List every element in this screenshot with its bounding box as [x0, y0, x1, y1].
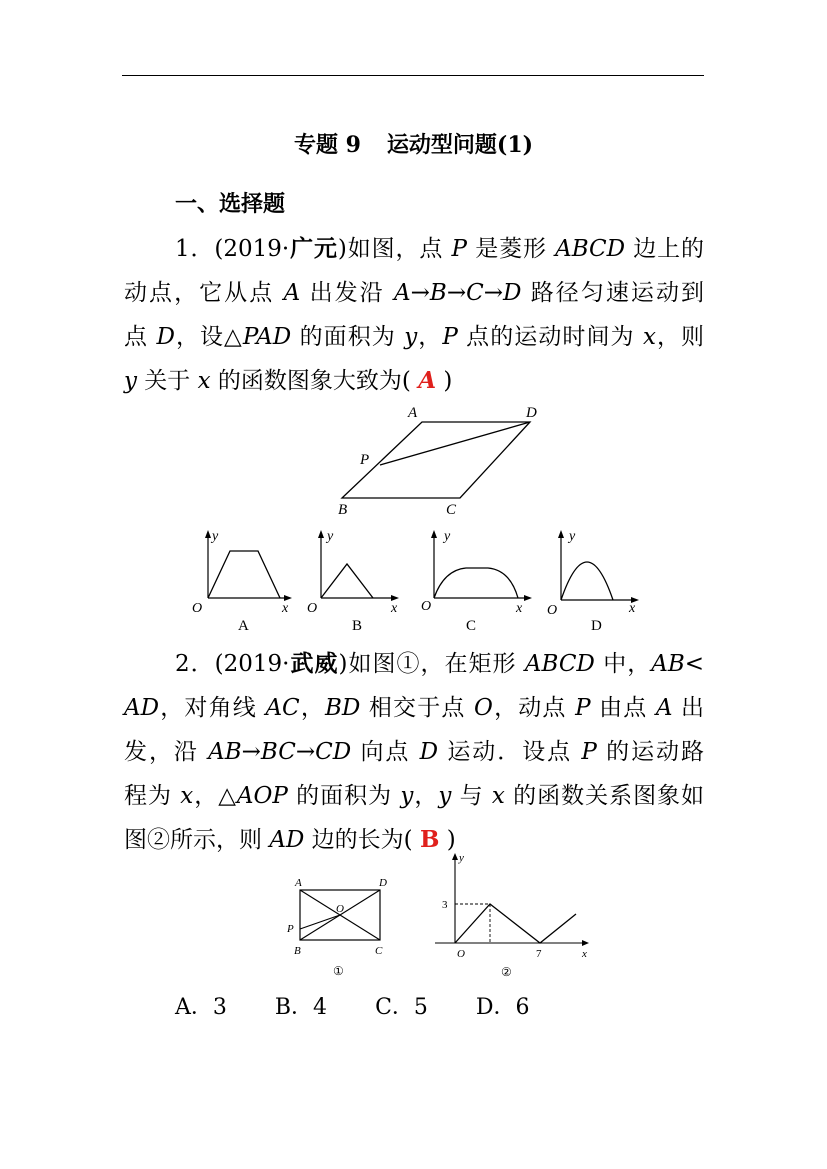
svg-text:y: y	[569, 529, 576, 544]
svg-text:x: x	[391, 601, 398, 616]
svg-text:x: x	[582, 948, 587, 960]
label-p: P	[360, 452, 370, 468]
svg-text:O: O	[547, 603, 558, 618]
y-arrow-icon	[558, 530, 564, 538]
graph-line-b	[321, 564, 373, 598]
svg-text:O: O	[457, 948, 465, 960]
y-arrow-icon	[431, 530, 437, 538]
q1-source: 广元	[289, 236, 338, 262]
svg-text:3: 3	[442, 899, 448, 911]
q2-graph-figure	[430, 850, 600, 985]
q2-line-3: 发，沿 AB→BC→CD 向点 D 运动．设点 P 的运动路	[124, 739, 705, 765]
label-b: B	[338, 502, 348, 518]
x-arrow-icon	[524, 595, 532, 601]
option-b[interactable]: B．4	[274, 995, 328, 1020]
rhombus-abcd	[342, 422, 530, 498]
q2-line-5: 图②所示，则 AD 边的长为( B )	[124, 826, 456, 853]
svg-text:O: O	[307, 601, 318, 616]
graph-option-a	[188, 528, 298, 633]
q2-options	[175, 990, 578, 1021]
option-label-b: B	[352, 618, 363, 634]
page-title	[0, 128, 827, 159]
q2-line-2: AD，对角线 AC，BD 相交于点 O，动点 P 由点 A 出	[124, 695, 705, 721]
svg-text:7: 7	[536, 948, 542, 960]
figure-caption-2: ②	[501, 965, 512, 979]
label-a: A	[408, 405, 418, 421]
q2-source: 武威	[289, 651, 339, 677]
svg-text:P: P	[287, 923, 294, 935]
graph-line-c	[434, 568, 518, 598]
svg-text:x: x	[282, 601, 289, 616]
graph-option-b	[305, 528, 415, 633]
y-arrow-icon	[318, 530, 324, 538]
svg-text:x: x	[516, 601, 523, 616]
graph-option-d	[545, 528, 655, 633]
q2-answer: B	[419, 826, 440, 853]
figure-caption-1: ①	[333, 964, 344, 978]
header-rule	[122, 75, 704, 76]
option-label-a: A	[238, 618, 249, 634]
graph-line-d	[561, 562, 613, 600]
svg-text:y: y	[212, 529, 219, 544]
svg-text:O: O	[192, 601, 203, 616]
svg-text:x: x	[629, 601, 636, 616]
svg-text:O: O	[421, 599, 432, 614]
q1-line-4: y 关于 x 的函数图象大致为( A )	[124, 367, 453, 394]
svg-text:y: y	[444, 529, 451, 544]
title-prefix: 专题 9	[293, 132, 361, 158]
graph-line-a	[208, 551, 280, 598]
section-heading: 一、选择题	[175, 191, 286, 217]
q1-answer: A	[418, 367, 437, 394]
q1-line-1: 1．(2019·广元)如图，点 P 是菱形 ABCD 边上的	[175, 236, 705, 262]
segment-pd	[380, 422, 530, 465]
function-line	[455, 904, 576, 943]
graph-option-c	[418, 528, 538, 633]
y-arrow-icon	[452, 853, 458, 860]
label-d: D	[526, 405, 537, 421]
label-c: C	[446, 502, 457, 518]
svg-text:A: A	[295, 877, 302, 889]
option-c[interactable]: C．5	[375, 995, 428, 1020]
x-arrow-icon	[582, 940, 589, 946]
svg-text:y: y	[459, 852, 464, 864]
q2-rectangle-figure	[282, 872, 402, 982]
option-d[interactable]: D．6	[475, 995, 530, 1020]
q2-line-1: 2．(2019·武威)如图①，在矩形 ABCD 中，AB<	[175, 651, 705, 677]
svg-text:B: B	[294, 945, 301, 957]
svg-text:C: C	[375, 945, 383, 957]
svg-text:D: D	[379, 877, 387, 889]
svg-text:O: O	[336, 903, 344, 915]
svg-text:y: y	[327, 529, 334, 544]
option-label-c: C	[466, 618, 477, 634]
q2-line-4: 程为 x，△AOP 的面积为 y，y 与 x 的函数关系图象如	[124, 783, 705, 809]
q1-line-2: 动点，它从点 A 出发沿 A→B→C→D 路径匀速运动到	[124, 280, 705, 306]
q1-line-3: 点 D，设△PAD 的面积为 y，P 点的运动时间为 x，则	[124, 324, 705, 350]
title-text: 运动型问题(1)	[386, 132, 534, 158]
q1-rhombus-figure	[330, 400, 550, 520]
y-arrow-icon	[205, 530, 211, 538]
option-a[interactable]: A．3	[175, 995, 227, 1020]
option-label-d: D	[591, 618, 602, 634]
